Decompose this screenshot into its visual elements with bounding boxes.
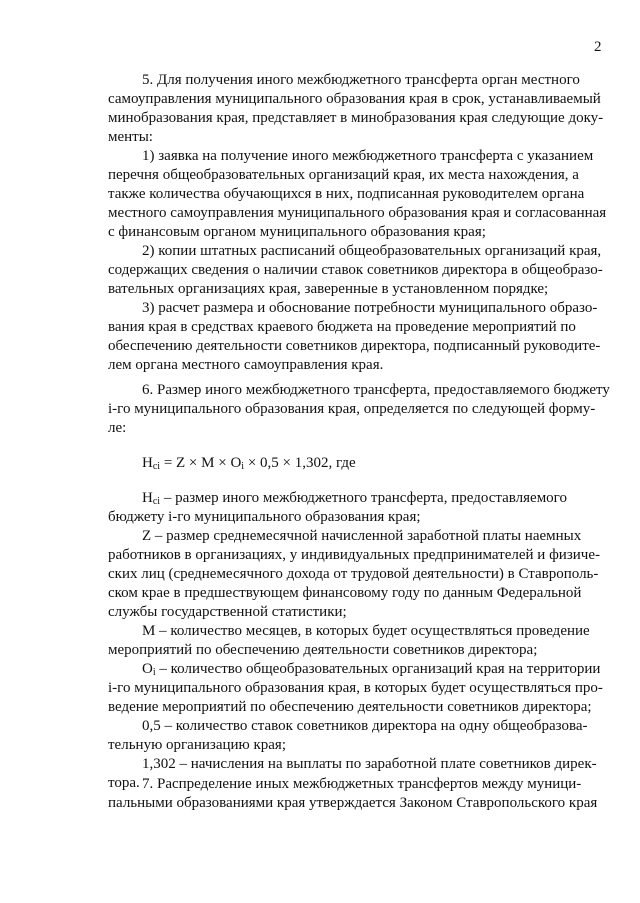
definition-hci-continuation: бюджету i-го муниципального образования края;: [108, 509, 421, 525]
definition-oi-text: – количество общеобразовательных организаций края на территории: [155, 661, 601, 677]
definition-oi: [108, 660, 605, 679]
section-5-item-3-line-3: обеспечению деятельности советников директора, подписанный руководите-: [108, 338, 601, 354]
section-5-item-3-line-4: лем органа местного самоуправления края.: [108, 357, 384, 373]
definition-hci-symbol: H: [142, 490, 153, 506]
section-5-line-4: менты:: [108, 129, 153, 145]
definition-hci-text: – размер иного межбюджетного трансферта, предоставляемого: [160, 490, 567, 506]
definition-hci-subscript: ci: [152, 496, 161, 507]
section-7-line-1: 7. Распределение иных межбюджетных трансфертов между муници-: [142, 776, 582, 792]
section-5-item-3-line-2: вания края в средствах краевого бюджета на проведение мероприятий по: [108, 319, 576, 335]
page-number: 2: [594, 39, 602, 55]
section-5-item-1-line-4: местного самоуправления муниципального образования края и согласованная: [108, 205, 607, 221]
definition-1302-line-2: тора.: [108, 775, 140, 791]
definition-z-line-4: ском крае в предшествующем финансовому году по данным Федеральной: [108, 585, 582, 601]
formula-h: H: [142, 455, 153, 471]
section-5-item-2-line-2: содержащих сведения о наличии ставок советников директора в общеобразо-: [108, 262, 603, 278]
formula-tail: × 0,5 × 1,302, где: [244, 455, 356, 471]
formula-h-subscript: ci: [152, 461, 161, 472]
spacer: [108, 438, 605, 454]
section-7: [108, 775, 605, 813]
definition-z-line-1: Z – размер среднемесячной начисленной заработной платы наемных: [142, 528, 582, 544]
definition-oi-subscript: i: [152, 667, 156, 678]
section-5: [108, 71, 605, 375]
section-5-item-2-line-3: вательных организациях края, заверенные в установленном порядке;: [108, 281, 549, 297]
section-5-item-2-line-1: 2) копии штатных расписаний общеобразовательных организаций края,: [142, 243, 602, 259]
spacer: [108, 473, 605, 489]
definition-m-line-2: мероприятий по обеспечению деятельности советников директора;: [108, 642, 538, 658]
section-6-line-3: ле:: [108, 420, 127, 436]
section-5-item-3-line-1: 3) расчет размера и обоснование потребности муниципального образо-: [142, 300, 598, 316]
definition-z-line-5: службы государственной статистики;: [108, 604, 347, 620]
section-6: [108, 381, 610, 793]
section-6-line-1: 6. Размер иного межбюджетного трансферта, предоставляемого бюджету: [142, 382, 610, 398]
formula: [108, 454, 605, 473]
definition-1302-line-1: 1,302 – начисления на выплаты по заработной плате советников дирек-: [142, 756, 597, 772]
definition-z-line-2: работников в организациях, у индивидуальных предпринимателей и физиче-: [108, 547, 600, 563]
definition-05-line-1: 0,5 – количество ставок советников директора на одну общеобразова-: [142, 718, 588, 734]
section-5-line-3: минобразования края, представляет в минобразования края следующие доку-: [108, 110, 604, 126]
definition-oi-line-2: i-го муниципального образования края, в которых будет осуществляться про-: [108, 680, 603, 696]
definition-oi-line-3: ведение мероприятий по обеспечению деятельности советников директора;: [108, 699, 592, 715]
definition-hci: [108, 489, 605, 508]
formula-rest: = Z × M × O: [160, 455, 242, 471]
definition-05-line-2: тельную организацию края;: [108, 737, 286, 753]
section-6-line-2: i-го муниципального образования края, определяется по следующей форму-: [108, 401, 596, 417]
section-5-item-1-line-2: перечня общеобразовательных организаций края, их места нахождения, а: [108, 167, 579, 183]
section-5-line-1: 5. Для получения иного межбюджетного трансферта орган местного: [142, 72, 580, 88]
section-5-item-1-line-5: с финансовым органом муниципального образования края;: [108, 224, 486, 240]
section-7-line-2: пальными образованиями края утверждается Законом Ставропольского края: [108, 795, 598, 811]
definition-z-line-3: ских лиц (среднемесячного дохода от трудовой деятельности) в Ставрополь-: [108, 566, 599, 582]
section-5-item-1-line-3: также количества обучающихся в них, подписанная руководителем органа: [108, 186, 585, 202]
definition-m-line-1: M – количество месяцев, в которых будет осуществляться проведение: [142, 623, 590, 639]
section-5-line-2: самоуправления муниципального образования края в срок, устанавливаемый: [108, 91, 601, 107]
definition-oi-symbol: O: [142, 661, 153, 677]
section-5-item-1-line-1: 1) заявка на получение иного межбюджетного трансферта с указанием: [142, 148, 594, 164]
formula-o-subscript: i: [241, 461, 245, 472]
